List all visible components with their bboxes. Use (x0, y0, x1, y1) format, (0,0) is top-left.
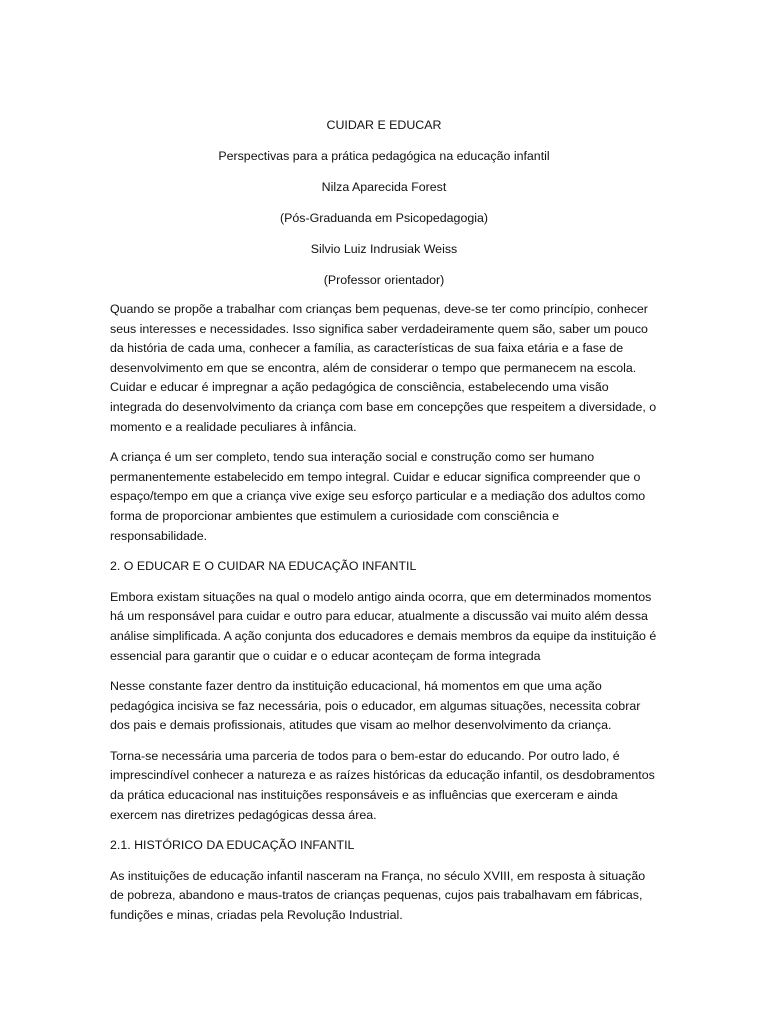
section-heading: 2.1. HISTÓRICO DA EDUCAÇÃO INFANTIL (110, 838, 355, 853)
paragraph: A criança é um ser completo, tendo sua interação social e construção como ser humano permanentemente estabelecido em tempo integral. Cuidar e educar significa compreender que o espaço/tempo em que a criança vive exige seu esforço particular e a mediação dos adultos como forma de proporcionar ambientes que estimulem a curiosidade com consciência e responsabilidade. (110, 450, 646, 543)
advisor-role: (Professor orientador) (323, 273, 445, 287)
document-title: CUIDAR E EDUCAR (326, 118, 442, 132)
document-subtitle: Perspectivas para a prática pedagógica na educação infantil (218, 149, 550, 163)
paragraph: Embora existam situações na qual o modelo antigo ainda ocorra, que em determinados momentos há um responsável para cuidar e outro para educar, atualmente a discussão vai muito além dessa análise simplificada. A ação conjunta dos educadores e demais membros da equipe da instituição é essencial para garantir que o cuidar e o educar aconteçam de forma integrada (110, 589, 657, 663)
author-name: Nilza Aparecida Forest (321, 180, 447, 194)
section-heading: 2. O EDUCAR E O CUIDAR NA EDUCAÇÃO INFANTIL (110, 559, 417, 574)
author-role: (Pós-Graduanda em Psicopedagogia) (279, 211, 488, 225)
paragraph: Torna-se necessária uma parceria de todos para o bem-estar do educando. Por outro lado, é imprescindível conhecer a natureza e as raízes históricas da educação infantil, os desdobramentos da prática educacional nas instituições responsáveis e as influências que exerceram e ainda exercem nas diretrizes pedagógicas dessa área. (110, 748, 655, 822)
advisor-name: Silvio Luiz Indrusiak Weiss (310, 242, 458, 256)
paragraph: Quando se propõe a trabalhar com crianças bem pequenas, deve-se ter como princípio, conhecer seus interesses e necessidades. Isso significa saber verdadeiramente quem são, saber um pouco da história de cada uma, conhecer a família, as características de sua faixa etária e a fase de desenvolvimento em que se encontra, além de considerar o tempo que permanecem na escola. Cuidar e educar é impregnar a ação pedagógica de consciência, estabelecendo uma visão integrada do desenvolvimento da criança com base em concepções que respeitem a diversidade, o momento e a realidade peculiares à infância. (110, 302, 657, 434)
paragraph: Nesse constante fazer dentro da instituição educacional, há momentos em que uma ação pedagógica incisiva se faz necessária, pois o educador, em algumas situações, necessita cobrar dos pais e demais profissionais, atitudes que visam ao melhor desenvolvimento da criança. (110, 679, 641, 733)
document-page (110, 118, 658, 937)
paragraph: As instituições de educação infantil nasceram na França, no século XVIII, em resposta à situação de pobreza, abandono e maus-tratos de crianças pequenas, cujos pais trabalhavam em fábricas, fundições e minas, criadas pela Revolução Industrial. (110, 868, 646, 923)
